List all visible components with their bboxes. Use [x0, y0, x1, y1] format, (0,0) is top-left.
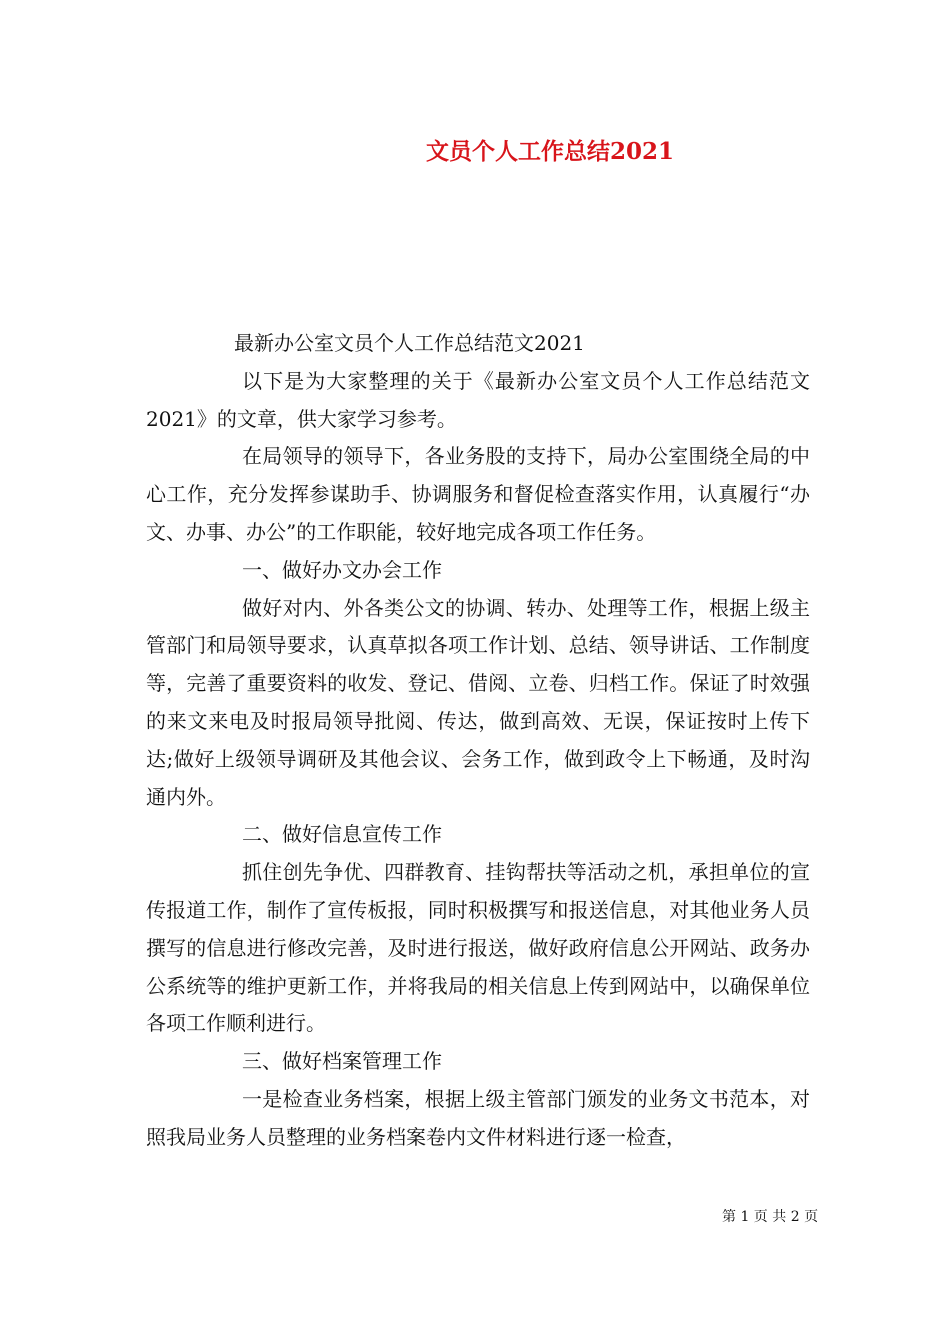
section-heading-3: 三、做好档案管理工作 [242, 1049, 442, 1074]
section-heading-1: 一、做好办文办会工作 [242, 557, 442, 582]
page-footer: 第 1 页 共 2 页 [722, 1209, 819, 1225]
document-title: 文员个人工作总结2021 [425, 138, 674, 165]
paragraph-section-1: 做好对内、外各类公文的协调、转办、处理等工作，根据上级主管部门和局领导要求，认真草拟各项工作计划、总结、领导讲话、工作制度等，完善了重要资料的收发、登记、借阅、立卷、归档工作。保证了时效强的来文来电及时报局领导批阅、传达，做到高效、无误，保证按时上传下达;做好上级领导调研及其他会议、会务工作，做到政令上下畅通，及时沟通内外。 [146, 595, 810, 809]
paragraph-section-3: 一是检查业务档案，根据上级主管部门颁发的业务文书范本，对照我局业务人员整理的业务档案卷内文件材料进行逐一检查， [146, 1086, 810, 1149]
paragraph-overview: 在局领导的领导下，各业务股的支持下，局办公室围绕全局的中心工作，充分发挥参谋助手、协调服务和督促检查落实作用，认真履行“办文、办事、办公”的工作职能，较好地完成各项工作任务。 [146, 444, 810, 544]
paragraph-intro: 以下是为大家整理的关于《最新办公室文员个人工作总结范文2021》的文章，供大家学习参考。 [146, 368, 810, 431]
document-body [146, 325, 810, 1157]
paragraph-section-2: 抓住创先争优、四群教育、挂钩帮扶等活动之机，承担单位的宣传报道工作，制作了宣传板报，同时积极撰写和报送信息，对其他业务人员撰写的信息进行修改完善，及时进行报送，做好政府信息公开网站、政务办公系统等的维护更新工作，并将我局的相关信息上传到网站中，以确保单位各项工作顺利进行。 [146, 860, 810, 1036]
section-heading-2: 二、做好信息宣传工作 [242, 822, 442, 847]
document-subtitle: 最新办公室文员个人工作总结范文2021 [234, 331, 585, 355]
